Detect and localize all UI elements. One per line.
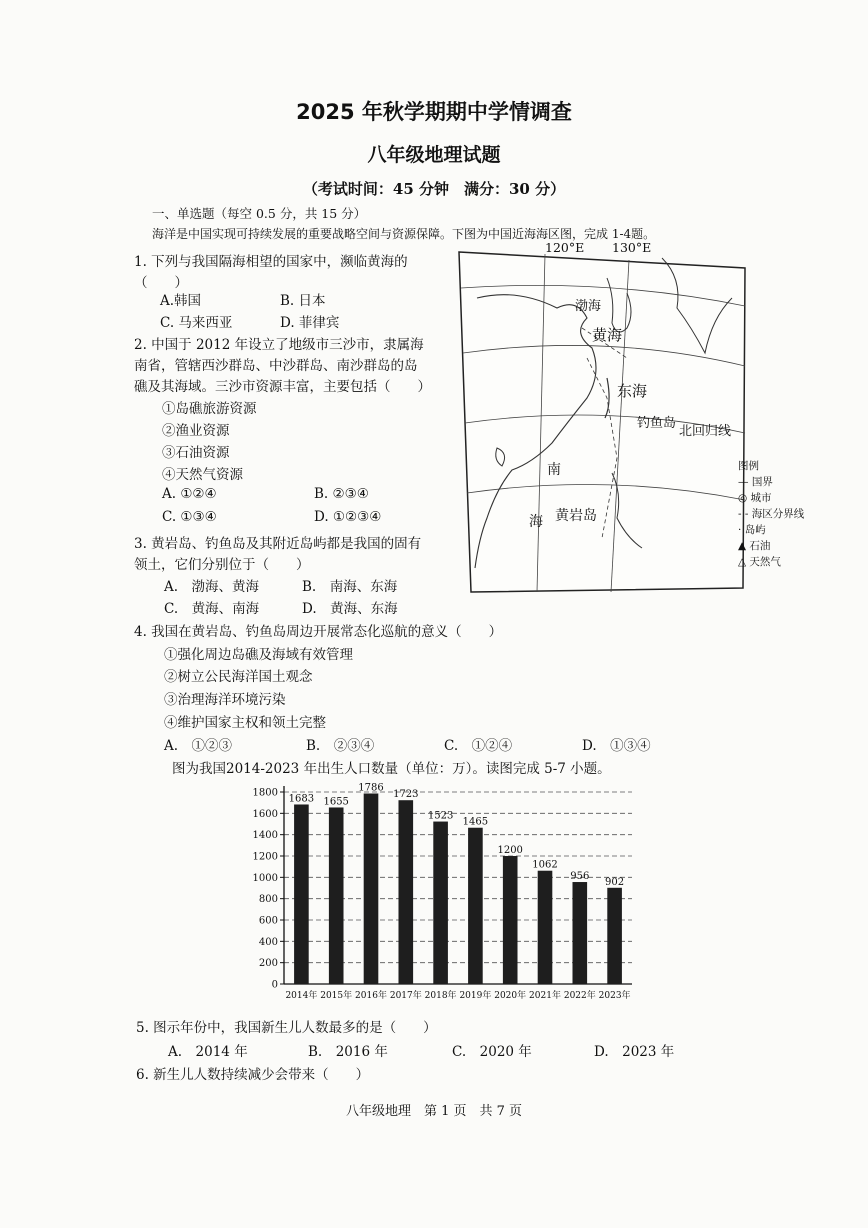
data-label: 1523 [427,810,454,822]
x-tick-label: 2014年 [285,991,318,1001]
q4-option-a: A. ①②③ [164,738,233,754]
svg-text:北回归线: 北回归线 [679,424,732,439]
legend-city: ◎ 城市 [738,492,772,504]
y-tick-label: 400 [258,936,278,948]
section-intro: 海洋是中国实现可持续发展的重要战略空间与资源保障。下图为中国近海海区图，完成 1-4题。 [152,227,656,241]
svg-text:渤海: 渤海 [575,299,602,314]
page-footer: 八年级地理 第 1 页 共 7 页 [345,1104,523,1119]
legend-island: · 岛屿 [738,524,766,536]
svg-text:南: 南 [547,462,561,478]
q4-item-2: ②树立公民海洋国土观念 [164,669,313,685]
map-legend [738,458,828,570]
svg-text:黄岩岛: 黄岩岛 [555,508,597,524]
q1-option-c: C. 马来西亚 [160,315,233,331]
q1-option-a: A.韩国 [160,293,202,309]
data-label: 956 [570,871,590,883]
island-icon: · [738,524,745,536]
y-tick-label: 0 [271,979,278,991]
bar [294,804,309,984]
city-dot-icon: ◎ [738,492,751,504]
q5-stem: 5. 图示年份中，我国新生儿人数最多的是（ ） [136,1020,437,1036]
dashed-line-icon: - - [738,508,752,520]
x-tick-label: 2015年 [320,991,353,1001]
q2-item-4: ④天然气资源 [162,467,243,483]
data-label: 1655 [323,796,349,808]
x-tick-label: 2018年 [424,991,457,1001]
y-tick-label: 1800 [252,787,278,799]
bar [364,793,379,984]
x-tick-label: 2019年 [459,991,492,1001]
x-tick-label: 2022年 [563,991,596,1001]
x-tick-label: 2017年 [389,991,422,1001]
section-heading: 一、单选题（每空 0.5 分，共 15 分） [152,206,367,221]
q2-item-3: ③石油资源 [162,445,230,461]
q3-option-d: D. 黄海、东海 [302,601,398,617]
q2-option-b: B. ②③④ [314,486,369,502]
data-label: 1465 [462,816,489,828]
bar [329,807,344,984]
bar [572,882,587,984]
bar [607,888,622,984]
q1-stem-line1: 1. 下列与我国隔海相望的国家中，濒临黄海的 [134,254,408,270]
x-tick-label: 2020年 [494,991,527,1001]
legend-oil: ▲ 石油 [738,540,771,552]
q3-stem-line2: 领土，它们分别位于（ ） [134,557,310,573]
q5-option-a: A. 2014 年 [168,1044,248,1060]
q2-stem-line2: 南省，管辖西沙群岛、中沙群岛、南沙群岛的岛 [134,358,418,374]
legend-gas: △ 天然气 [738,556,781,568]
data-label: 1200 [497,845,523,856]
q4-item-3: ③治理海洋环境污染 [164,692,286,708]
exam-subtitle: 八年级地理试题 [367,144,501,166]
y-tick-label: 1000 [252,872,278,884]
bar [433,822,448,984]
svg-text:黄海: 黄海 [592,326,623,344]
legend-title: 图例 [738,460,759,472]
q1-stem-line2: （ ） [134,275,188,291]
q6-stem: 6. 新生儿人数持续减少会带来（ ） [136,1067,370,1083]
q5-option-d: D. 2023 年 [594,1044,675,1060]
gas-icon: △ [738,556,750,568]
q2-option-c: C. ①③④ [162,509,217,525]
bar [503,856,518,984]
exam-title: 2025 年秋学期期中学情调查 [296,100,572,124]
q2-option-a: A. ①②④ [162,486,217,502]
svg-text:海: 海 [529,514,543,530]
data-label: 1723 [393,789,419,801]
y-tick-label: 600 [258,915,278,927]
bar [468,828,483,984]
data-label: 1786 [358,782,384,794]
q4-stem: 4. 我国在黄岩岛、钓鱼岛周边开展常态化巡航的意义（ ） [134,624,503,640]
birth-population-chart [240,780,640,1005]
q3-option-c: C. 黄海、南海 [164,601,260,617]
q4-item-4: ④维护国家主权和领土完整 [164,715,326,731]
svg-text:钓鱼岛: 钓鱼岛 [637,416,677,431]
map-lon-130: 130°E [612,240,652,255]
q2-item-2: ②渔业资源 [162,423,230,439]
q2-stem-line1: 2. 中国于 2012 年设立了地级市三沙市，隶属海 [134,337,424,353]
data-label: 1683 [288,793,315,805]
q3-option-b: B. 南海、东海 [302,579,398,595]
border-line-icon: — [738,476,752,488]
y-tick-label: 1600 [252,808,278,820]
oil-icon: ▲ [738,540,750,552]
x-tick-label: 2016年 [355,991,387,1001]
legend-sea-boundary: - - 海区分界线 [738,508,805,520]
data-label: 902 [605,876,625,888]
y-tick-label: 800 [258,894,278,906]
legend-border: — 国界 [738,476,773,488]
chart-intro: 图为我国2014-2023 年出生人口数量（单位：万）。读图完成 5-7 小题。 [172,761,611,777]
y-tick-label: 1200 [252,851,278,863]
x-tick-label: 2021年 [529,991,561,1001]
q4-option-d: D. ①③④ [582,738,651,754]
q2-stem-line3: 礁及其海域。三沙市资源丰富，主要包括（ ） [134,379,431,395]
q4-item-1: ①强化周边岛礁及海域有效管理 [164,647,353,663]
q5-option-c: C. 2020 年 [452,1044,532,1060]
q2-item-1: ①岛礁旅游资源 [162,401,257,417]
y-tick-label: 200 [258,958,278,970]
data-label: 1062 [532,859,558,871]
q3-option-a: A. 渤海、黄海 [164,579,260,595]
bar [538,871,553,984]
china-seas-map [457,238,757,594]
q1-option-b: B. 日本 [280,293,326,309]
q1-option-d: D. 菲律宾 [280,315,340,331]
bar [398,800,413,984]
q4-option-b: B. ②③④ [306,738,375,754]
x-tick-label: 2023年 [598,991,631,1001]
exam-info: （考试时间：45 分钟 满分：30 分） [302,180,566,198]
svg-text:东海: 东海 [617,382,648,400]
q3-stem-line1: 3. 黄岩岛、钓鱼岛及其附近岛屿都是我国的固有 [134,536,422,552]
q4-option-c: C. ①②④ [444,738,513,754]
q2-option-d: D. ①②③④ [314,509,382,525]
y-tick-label: 1400 [252,830,278,842]
q5-option-b: B. 2016 年 [308,1044,388,1060]
map-lon-120: 120°E [545,240,585,255]
